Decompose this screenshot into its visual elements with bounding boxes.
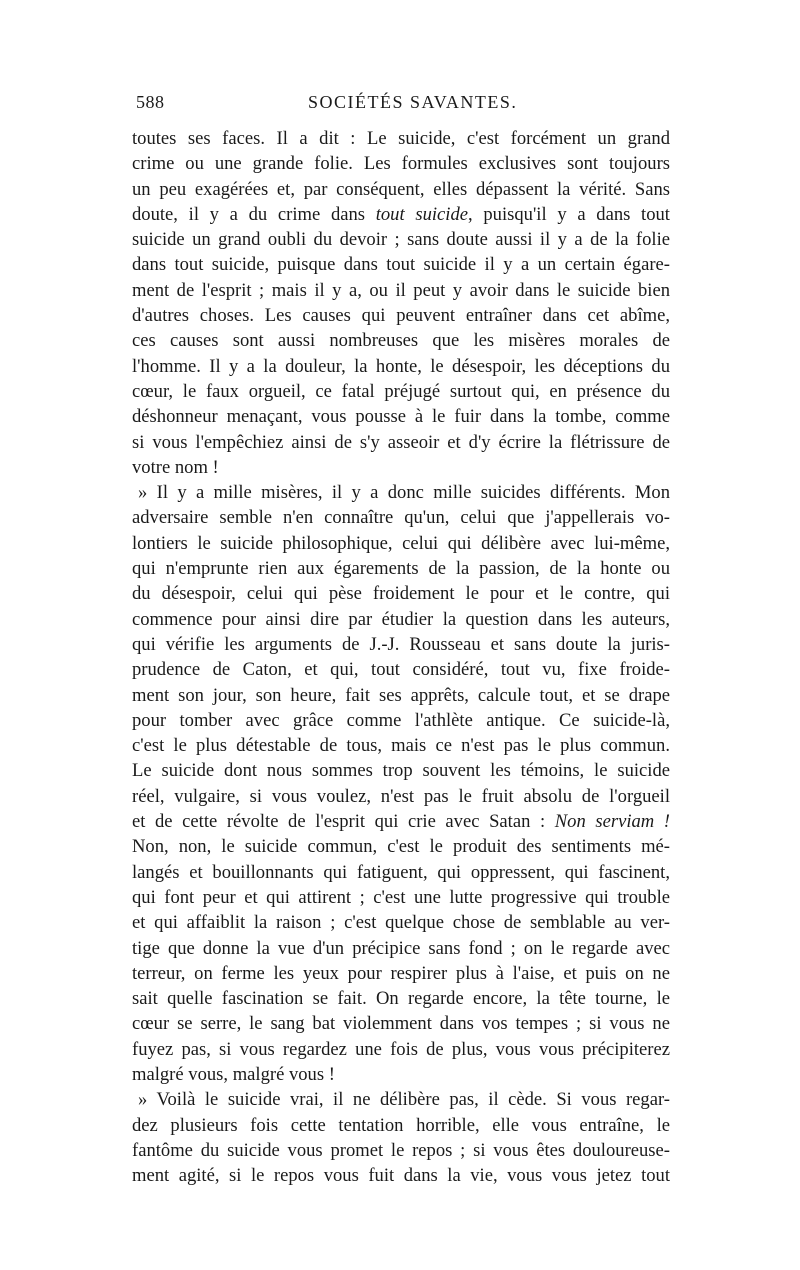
text-line: terreur, on ferme les yeux pour respirer plus à l'aise, et puis on ne [132, 962, 670, 984]
text-line: du désespoir, celui qui pèse froidement le pour et le contre, qui [132, 583, 670, 605]
italic-phrase: tout suicide [375, 203, 469, 225]
text-line: Le suicide dont nous sommes trop souvent les témoins, le suicide [132, 760, 670, 782]
text-line: ces causes sont aussi nombreuses que les misères morales de [132, 330, 670, 352]
text-line: c'est le plus détestable de tous, mais ce n'est pas le plus commun. [132, 735, 670, 757]
text-line: dans tout suicide, puisque dans tout suicide il y a un certain égare- [132, 254, 670, 276]
paragraph-end-line: votre nom ! [132, 456, 219, 478]
text-line-with-italic [132, 202, 670, 227]
text-line: cœur, le faux orgueil, ce fatal préjugé surtout qui, en présence du [132, 380, 670, 402]
text-line: tige que donne la vue d'un précipice sans fond ; on le regarde avec [132, 937, 670, 959]
text-segment: doute, il y a du crime dans [132, 203, 376, 225]
text-line: ment son jour, son heure, fait ses apprêts, calcule tout, et se drape [132, 684, 670, 706]
text-line: suicide un grand oubli du devoir ; sans doute aussi il y a de la folie [132, 229, 670, 251]
page-number: 588 [136, 92, 165, 112]
text-line: cœur se serre, le sang bat violemment dans vos tempes ; si vous ne [132, 1013, 670, 1035]
text-segment: et de cette révolte de l'esprit qui crie avec Satan : [132, 811, 555, 833]
text-segment: , puisqu'il y a dans tout [468, 203, 670, 225]
text-line: l'homme. Il y a la douleur, la honte, le désespoir, les déceptions du [132, 355, 670, 377]
text-line: si vous l'empêchiez ainsi de s'y asseoir et d'y écrire la flétrissure de [132, 431, 670, 453]
running-title: SOCIÉTÉS SAVANTES. [308, 92, 518, 112]
text-line: fantôme du suicide vous promet le repos ; si vous êtes douloureuse- [132, 1139, 670, 1161]
text-line: dez plusieurs fois cette tentation horrible, elle vous entraîne, le [132, 1114, 670, 1136]
running-head [132, 92, 670, 120]
text-line: ment agité, si le repos vous fuit dans la vie, vous vous jetez tout [132, 1165, 670, 1187]
text-line: d'autres choses. Les causes qui peuvent entraîner dans cet abîme, [132, 305, 670, 327]
text-line: lontiers le suicide philosophique, celui qui délibère avec lui-même, [132, 532, 670, 554]
text-line: qui n'emprunte rien aux égarements de la passion, de la honte ou [132, 558, 670, 580]
text-line: pour tomber avec grâce comme l'athlète antique. Ce suicide-là, [132, 709, 670, 731]
text-line-with-italic [132, 809, 670, 834]
paragraph-end-line: malgré vous, malgré vous ! [132, 1063, 335, 1085]
text-line: prudence de Caton, et qui, tout considéré, tout vu, fixe froide- [132, 659, 670, 681]
text-line: et qui affaiblit la raison ; c'est quelque chose de semblable au ver- [132, 912, 670, 934]
paragraph-start-line: » Il y a mille misères, il y a donc mille suicides différents. Mon [138, 482, 670, 504]
text-line: qui vérifie les arguments de J.-J. Rousseau et sans doute la juris- [132, 633, 670, 655]
text-line: commence pour ainsi dire par étudier la question dans les auteurs, [132, 608, 670, 630]
text-line: toutes ses faces. Il a dit : Le suicide, c'est forcément un grand [132, 128, 670, 149]
book-page [132, 92, 670, 1188]
text-line: crime ou une grande folie. Les formules exclusives sont toujours [132, 153, 670, 175]
text-line: adversaire semble n'en connaître qu'un, celui que j'appellerais vo- [132, 507, 670, 529]
text-line: ment de l'esprit ; mais il y a, ou il peut y avoir dans le suicide bien [132, 279, 670, 301]
italic-phrase: Non serviam ! [554, 811, 670, 833]
text-line: fuyez pas, si vous regardez une fois de plus, vous vous précipiterez [132, 1038, 670, 1060]
text-line: réel, vulgaire, si vous voulez, n'est pas le fruit absolu de l'orgueil [132, 785, 670, 807]
text-line: sait quelle fascination se fait. On regarde encore, la tête tourne, le [132, 988, 670, 1010]
paragraph-start-line: » Voilà le suicide vrai, il ne délibère pas, il cède. Si vous regar- [138, 1089, 670, 1111]
text-line: Non, non, le suicide commun, c'est le produit des sentiments mé- [132, 836, 670, 858]
text-line: un peu exagérées et, par conséquent, elles dépassent la vérité. Sans [132, 178, 670, 200]
text-line: langés et bouillonnants qui fatiguent, qui oppressent, qui fascinent, [132, 861, 670, 883]
text-line: déshonneur menaçant, vous pousse à le fuir dans la tombe, comme [132, 406, 670, 428]
text-line: qui font peur et qui attirent ; c'est une lutte progressive qui trouble [132, 886, 670, 908]
body-text [132, 126, 670, 1188]
